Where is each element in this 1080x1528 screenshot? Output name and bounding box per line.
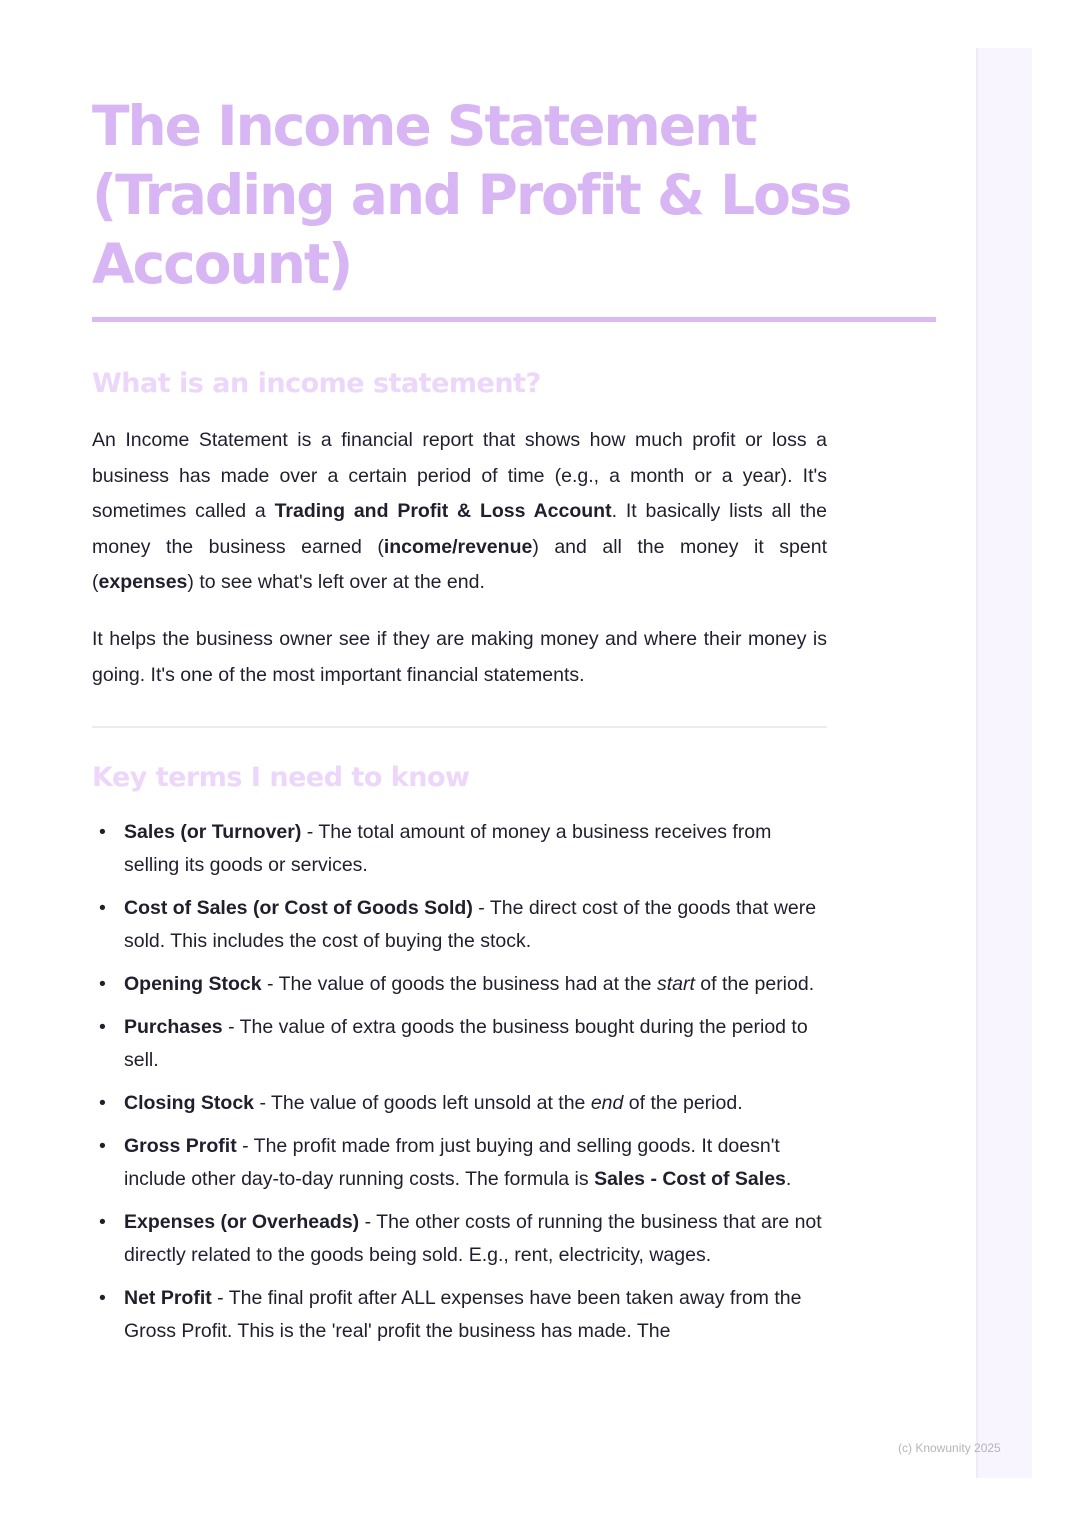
term-label: Expenses (or Overheads) bbox=[124, 1211, 360, 1233]
list-item-opening-stock bbox=[92, 968, 832, 1001]
term-label: Purchases bbox=[124, 1016, 223, 1038]
term-definition-end: . bbox=[785, 1168, 792, 1190]
list-item-cost-of-sales bbox=[92, 892, 832, 958]
term-label: Net Profit bbox=[124, 1287, 212, 1309]
list-item-net-profit bbox=[92, 1282, 832, 1348]
term-definition: - The total amount of money a business receives from selling its goods or services. bbox=[124, 821, 772, 876]
term-label: Gross Profit bbox=[124, 1135, 237, 1157]
list-item-sales bbox=[92, 816, 832, 882]
term-definition-end: of the period. bbox=[694, 973, 815, 995]
key-terms-list bbox=[92, 816, 832, 1358]
list-item-gross-profit bbox=[92, 1130, 832, 1196]
bullet-icon: • bbox=[99, 973, 106, 995]
term-definition: - The profit made from just buying and selling goods. It doesn't include other day-to-day running costs. The formula is bbox=[124, 1135, 780, 1190]
term-definition: - The value of goods the business had at the bbox=[261, 973, 657, 995]
term-definition-end: of the period. bbox=[623, 1092, 743, 1114]
term-label: Sales (or Turnover) bbox=[124, 821, 302, 843]
intro-bold-trading-account: Trading and Profit & Loss Account bbox=[274, 500, 612, 522]
intro-text-1: An Income Statement is a financial report that shows how much profit or loss a business has made over a certain period of time (e.g., a month or a year). It's sometimes called a bbox=[92, 429, 827, 522]
section-heading-what-is: What is an income statement? bbox=[92, 368, 541, 399]
intro-paragraph bbox=[92, 423, 827, 601]
bullet-icon: • bbox=[99, 1092, 106, 1114]
term-label: Closing Stock bbox=[124, 1092, 255, 1114]
bullet-icon: • bbox=[99, 1287, 106, 1309]
bullet-icon: • bbox=[99, 897, 106, 919]
intro-bold-income: income/revenue bbox=[383, 535, 533, 558]
term-emphasis: end bbox=[590, 1092, 624, 1114]
copyright-watermark: (c) Knowunity 2025 bbox=[898, 1441, 1001, 1455]
section-divider bbox=[92, 726, 827, 728]
term-definition: - The value of goods left unsold at the bbox=[254, 1092, 591, 1114]
list-item-purchases bbox=[92, 1011, 832, 1077]
term-emphasis: start bbox=[656, 973, 695, 995]
term-formula: Sales - Cost of Sales bbox=[594, 1168, 786, 1190]
page-title: The Income Statement (Trading and Profit & Loss Account) bbox=[92, 94, 851, 296]
list-item-closing-stock bbox=[92, 1087, 832, 1120]
title-divider bbox=[92, 317, 936, 322]
bullet-icon: • bbox=[99, 1016, 106, 1038]
intro-bold-expenses: expenses bbox=[98, 571, 188, 593]
purpose-paragraph: It helps the business owner see if they are making money and where their money is going. It's one of the most important financial statements. bbox=[92, 628, 827, 686]
list-item-expenses bbox=[92, 1206, 832, 1272]
term-definition: - The value of extra goods the business bought during the period to sell. bbox=[124, 1016, 808, 1071]
bullet-icon: • bbox=[99, 1135, 106, 1157]
term-label: Cost of Sales (or Cost of Goods Sold) bbox=[124, 897, 473, 919]
term-definition: - The direct cost of the goods that were sold. This includes the cost of buying the stock. bbox=[124, 897, 817, 952]
section-heading-key-terms: Key terms I need to know bbox=[92, 762, 470, 793]
bullet-icon: • bbox=[99, 1211, 106, 1233]
intro-text-3: ) and all the money it spent ( bbox=[92, 535, 827, 593]
intro-text-2: . It basically lists all the money the business earned ( bbox=[92, 500, 827, 558]
term-label: Opening Stock bbox=[124, 973, 262, 995]
page-side-strip bbox=[976, 48, 1032, 1478]
intro-text-4: ) to see what's left over at the end. bbox=[187, 571, 485, 593]
term-definition: - The final profit after ALL expenses have been taken away from the Gross Profit. This is the 'real' profit the business has made. The bbox=[124, 1287, 802, 1342]
term-definition: - The other costs of running the business that are not directly related to the goods being sold. E.g., rent, electricity, wages. bbox=[124, 1211, 822, 1266]
bullet-icon: • bbox=[99, 821, 106, 843]
